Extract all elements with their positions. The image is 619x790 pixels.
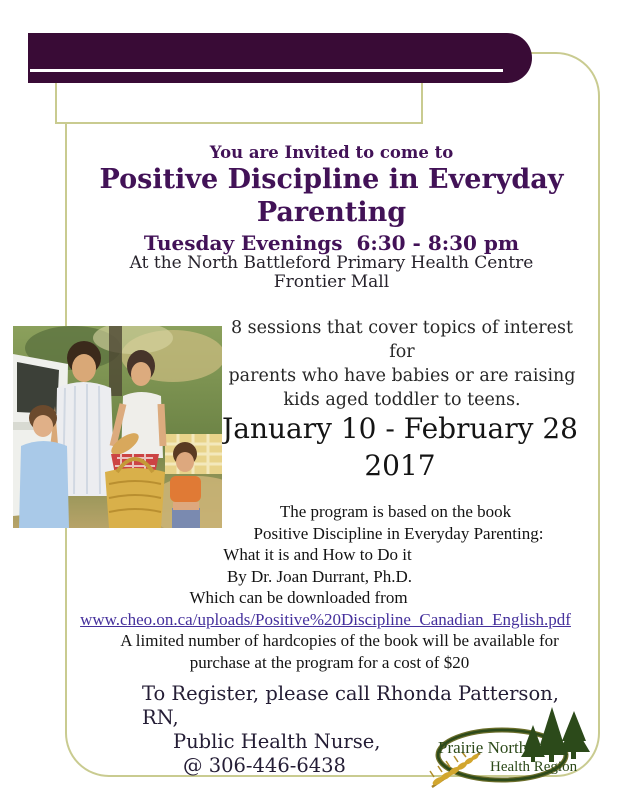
book-line1: The program is based on the book [279, 502, 512, 521]
dates-line2: 2017 [364, 449, 436, 482]
register-phone: @ 306-446-6438 [183, 754, 346, 777]
register-line2: Public Health Nurse, [173, 730, 381, 753]
banner-white-line [30, 69, 503, 72]
book-download-link[interactable]: www.cheo.on.ca/uploads/Positive%20Discipline_Canadian_English.pdf [80, 609, 571, 629]
dates-line1: January 10 - February 28 [222, 412, 578, 445]
logo-pine-trees-icon [521, 707, 590, 762]
invitation-kicker: You are Invited to come to [209, 143, 454, 162]
prairie-north-health-region-logo [428, 697, 606, 789]
program-dates [222, 410, 578, 484]
schedule-line: Tuesday Evenings 6:30 - 8:30 pm [143, 231, 520, 255]
book-line5: Which can be downloaded from [189, 588, 408, 607]
book-line2: Positive Discipline in Everyday Parenting: [253, 523, 544, 543]
location-line1: At the North Battleford Primary Health Centre [129, 253, 534, 273]
family-picnic-photo [13, 326, 222, 528]
sessions-text [222, 316, 582, 412]
sessions-line3: kids aged toddler to teens. [283, 390, 521, 410]
register-line1: To Register, please call Rhonda Patterson, RN, [142, 682, 559, 729]
flyer-title [65, 163, 598, 229]
purple-banner [28, 33, 532, 83]
photo-girl-figure [170, 442, 201, 528]
book-line7: A limited number of hardcopies of the book will be available for [120, 631, 559, 650]
sessions-line2: parents who have babies or are raising [228, 366, 576, 386]
flyer-title-line2: Parenting [256, 197, 407, 228]
sessions-line1: 8 sessions that cover topics of interest for [230, 318, 574, 362]
location-line2: Frontier Mall [273, 271, 390, 292]
book-download-link-row [59, 609, 592, 631]
location-block [65, 254, 598, 291]
book-line3: What it is and How to Do it [223, 545, 412, 564]
book-line8: purchase at the program for a cost of $20 [189, 652, 470, 672]
flyer-title-line1: Positive Discipline in Everyday [99, 164, 564, 195]
svg-text:Health Region: Health Region [490, 759, 578, 775]
book-line4: By Dr. Joan Durrant, Ph.D. [226, 566, 413, 586]
svg-text:Prairie North: Prairie North [438, 738, 528, 757]
